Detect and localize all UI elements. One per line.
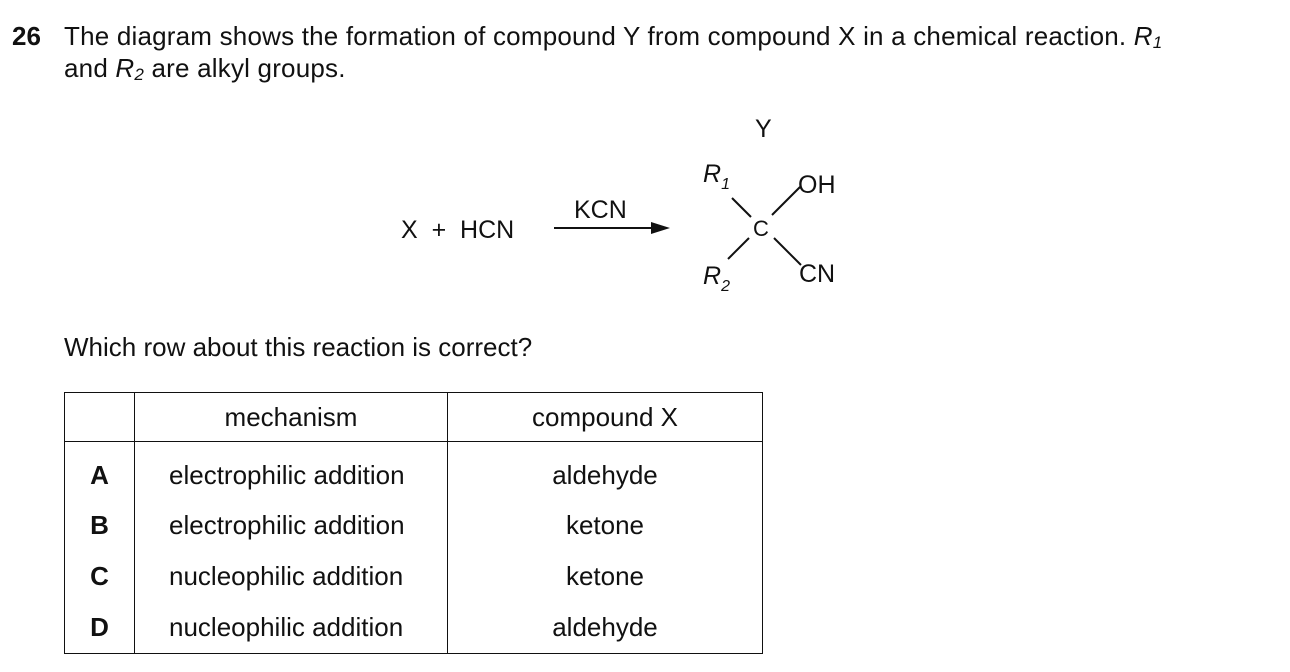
question-number: 26 xyxy=(12,21,41,51)
answer-table xyxy=(64,392,763,654)
option-mechanism: electrophilic addition xyxy=(135,500,448,551)
option-key[interactable]: B xyxy=(65,500,135,551)
option-compound-x: aldehyde xyxy=(448,442,763,501)
table-row[interactable] xyxy=(65,551,763,602)
bond-r2 xyxy=(728,238,749,259)
header-mechanism: mechanism xyxy=(135,393,448,442)
table-row[interactable] xyxy=(65,442,763,501)
and-text: and xyxy=(64,53,108,83)
question-tail: are alkyl groups. xyxy=(151,53,346,83)
oh-group: OH xyxy=(798,171,836,199)
r2-group: $R_2$ xyxy=(703,262,730,295)
cn-group: CN xyxy=(799,260,836,288)
bond-r1 xyxy=(732,198,751,217)
table-row[interactable] xyxy=(65,500,763,551)
table-row[interactable] xyxy=(65,602,763,654)
r2-label: $R_2$ xyxy=(115,53,145,84)
reactants: X + HCN xyxy=(401,216,515,244)
bond-cn xyxy=(774,238,801,265)
header-compound-x: compound X xyxy=(448,393,763,442)
option-mechanism: electrophilic addition xyxy=(135,442,448,501)
reaction-diagram xyxy=(380,105,860,305)
option-compound-x: ketone xyxy=(448,551,763,602)
question-text xyxy=(64,20,1264,84)
option-mechanism: nucleophilic addition xyxy=(135,602,448,654)
question-prompt: Which row about this reaction is correct? xyxy=(64,332,533,362)
option-key[interactable]: A xyxy=(65,442,135,501)
central-carbon: C xyxy=(753,216,769,241)
option-compound-x: ketone xyxy=(448,500,763,551)
r1-label: $R_1$ xyxy=(1133,21,1163,52)
question-intro: The diagram shows the formation of compound Y from compound X in a chemical reaction. xyxy=(64,21,1127,51)
option-compound-x: aldehyde xyxy=(448,602,763,654)
bond-oh xyxy=(772,187,800,215)
reaction-arrow-head xyxy=(651,222,670,234)
product-label: Y xyxy=(755,115,772,143)
option-mechanism: nucleophilic addition xyxy=(135,551,448,602)
option-key[interactable]: D xyxy=(65,602,135,654)
r1-group: $R_1$ xyxy=(703,160,730,193)
catalyst-label: KCN xyxy=(574,196,627,224)
header-key xyxy=(65,393,135,442)
option-key[interactable]: C xyxy=(65,551,135,602)
table-header-row xyxy=(65,393,763,442)
